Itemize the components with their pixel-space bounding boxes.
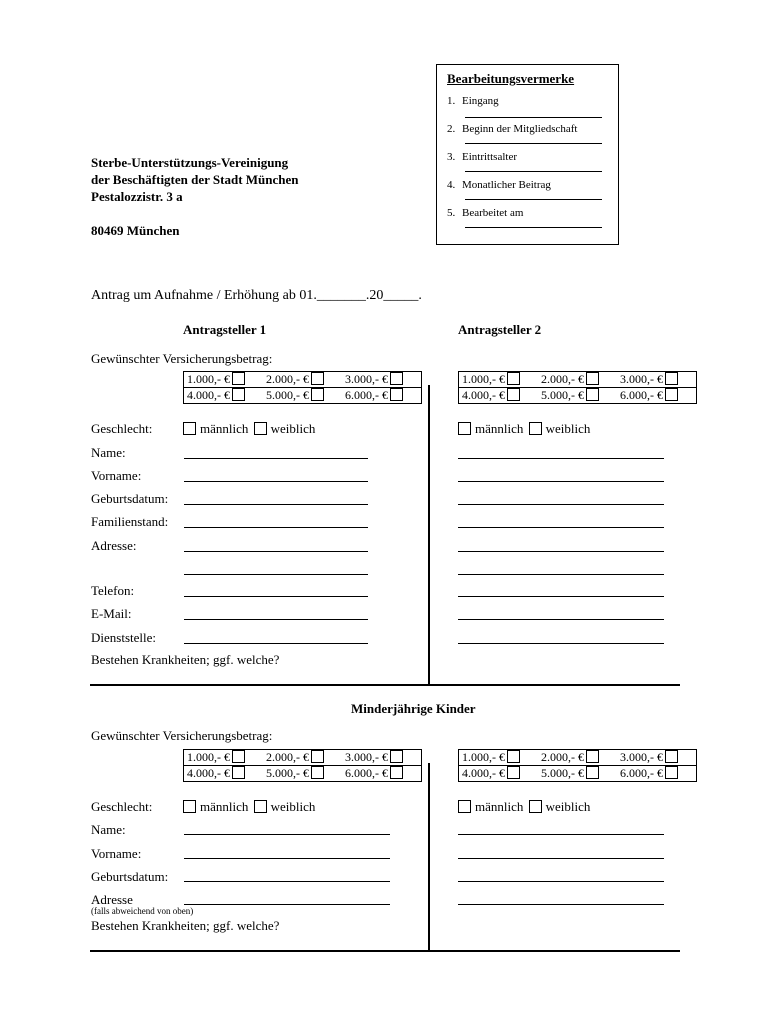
amount-checkbox[interactable] bbox=[507, 388, 520, 401]
amount-checkbox[interactable] bbox=[586, 750, 599, 763]
email-label: E-Mail: bbox=[91, 606, 132, 621]
male-label: männlich bbox=[200, 799, 249, 814]
amount-checkbox[interactable] bbox=[232, 388, 245, 401]
adresse2-field-2[interactable] bbox=[458, 574, 664, 575]
amount-checkbox[interactable] bbox=[232, 750, 245, 763]
male-label: männlich bbox=[475, 421, 524, 436]
telefon-field-2[interactable] bbox=[458, 596, 664, 597]
female-label: weiblich bbox=[270, 799, 316, 814]
amount-label: 4.000,- € bbox=[462, 388, 505, 402]
amount-checkbox[interactable] bbox=[507, 750, 520, 763]
adresse-field-2[interactable] bbox=[458, 551, 664, 552]
diseases-label: Bestehen Krankheiten; ggf. welche? bbox=[91, 652, 280, 667]
amount-checkbox[interactable] bbox=[390, 388, 403, 401]
adresse2-field-1[interactable] bbox=[184, 574, 368, 575]
child-vorname-field-2[interactable] bbox=[458, 858, 664, 859]
female-checkbox[interactable] bbox=[529, 422, 542, 435]
child-geburtsdatum-field-1[interactable] bbox=[184, 881, 390, 882]
amount-label: 1.000,- € bbox=[187, 372, 230, 386]
amount-checkbox[interactable] bbox=[665, 750, 678, 763]
notes-item-label: Bearbeitet am bbox=[462, 207, 524, 219]
amount-checkbox[interactable] bbox=[586, 388, 599, 401]
female-checkbox[interactable] bbox=[254, 422, 267, 435]
notes-item-line[interactable] bbox=[465, 227, 602, 228]
amount-table-applicant1 bbox=[183, 371, 422, 404]
minors-geburtsdatum-label: Geburtsdatum: bbox=[91, 869, 169, 884]
amount-checkbox[interactable] bbox=[232, 372, 245, 385]
sender-line3: Pestalozzistr. 3 a bbox=[91, 189, 183, 204]
amount-checkbox[interactable] bbox=[311, 388, 324, 401]
applicant1-title: Antragsteller 1 bbox=[183, 322, 267, 337]
notes-item bbox=[447, 207, 612, 235]
telefon-field-1[interactable] bbox=[184, 596, 368, 597]
notes-item bbox=[447, 151, 612, 179]
vorname-label: Vorname: bbox=[91, 468, 142, 483]
female-checkbox[interactable] bbox=[254, 800, 267, 813]
gender-options-applicant2 bbox=[458, 421, 592, 437]
minors-name-label: Name: bbox=[91, 822, 126, 837]
notes-item-num: 5. bbox=[447, 207, 456, 219]
amount-checkbox[interactable] bbox=[390, 766, 403, 779]
amount-table-applicant2 bbox=[458, 371, 697, 404]
familienstand-label: Familienstand: bbox=[91, 514, 169, 529]
amount-table-child2 bbox=[458, 749, 697, 782]
sender-city: 80469 München bbox=[91, 223, 180, 238]
child-adresse-field-2[interactable] bbox=[458, 904, 664, 905]
amount-label: 4.000,- € bbox=[187, 388, 230, 402]
minors-adresse-note: (falls abweichend von oben) bbox=[91, 906, 194, 916]
notes-item-line[interactable] bbox=[465, 199, 602, 200]
amount-checkbox[interactable] bbox=[390, 750, 403, 763]
familienstand-field-2[interactable] bbox=[458, 527, 664, 528]
processing-notes-box bbox=[436, 64, 619, 245]
gender-label: Geschlecht: bbox=[91, 421, 153, 436]
sender-address bbox=[91, 154, 299, 239]
email-field-1[interactable] bbox=[184, 619, 368, 620]
notes-item bbox=[447, 95, 612, 123]
applicant2-title: Antragsteller 2 bbox=[458, 322, 542, 337]
amount-label: 1.000,- € bbox=[462, 372, 505, 386]
notes-item-label: Eintrittsalter bbox=[462, 151, 517, 163]
male-label: männlich bbox=[475, 799, 524, 814]
amount-label: 5.000,- € bbox=[541, 766, 584, 780]
dienststelle-field-1[interactable] bbox=[184, 643, 368, 644]
minors-title: Minderjährige Kinder bbox=[351, 701, 476, 716]
familienstand-field-1[interactable] bbox=[184, 527, 368, 528]
application-line[interactable]: Antrag um Aufnahme / Erhöhung ab 01._______.20_____. bbox=[91, 288, 422, 303]
amount-checkbox[interactable] bbox=[665, 372, 678, 385]
child-adresse-field-1[interactable] bbox=[184, 904, 390, 905]
amount-checkbox[interactable] bbox=[507, 372, 520, 385]
notes-item-num: 1. bbox=[447, 95, 456, 107]
dienststelle-label: Dienststelle: bbox=[91, 630, 156, 645]
amount-checkbox[interactable] bbox=[311, 750, 324, 763]
amount-checkbox[interactable] bbox=[665, 388, 678, 401]
geburtsdatum-field-1[interactable] bbox=[184, 504, 368, 505]
dienststelle-field-2[interactable] bbox=[458, 643, 664, 644]
notes-item-label: Beginn der Mitgliedschaft bbox=[462, 123, 578, 135]
name-field-2[interactable] bbox=[458, 458, 664, 459]
email-field-2[interactable] bbox=[458, 619, 664, 620]
male-checkbox[interactable] bbox=[458, 800, 471, 813]
name-label: Name: bbox=[91, 445, 126, 460]
amount-label: 5.000,- € bbox=[266, 388, 309, 402]
amount-checkbox[interactable] bbox=[665, 766, 678, 779]
amount-label: 2.000,- € bbox=[541, 372, 584, 386]
amount-label: 2.000,- € bbox=[266, 372, 309, 386]
amount-checkbox[interactable] bbox=[586, 372, 599, 385]
notes-item bbox=[447, 123, 612, 151]
column-divider bbox=[428, 385, 430, 685]
geburtsdatum-field-2[interactable] bbox=[458, 504, 664, 505]
amount-label: 5.000,- € bbox=[541, 388, 584, 402]
amount-label: 4.000,- € bbox=[187, 766, 230, 780]
amount-label: 1.000,- € bbox=[187, 750, 230, 764]
amount-label: 3.000,- € bbox=[620, 750, 663, 764]
amount-label: 2.000,- € bbox=[541, 750, 584, 764]
amount-label: 2.000,- € bbox=[266, 750, 309, 764]
female-label: weiblich bbox=[270, 421, 316, 436]
amount-checkbox[interactable] bbox=[507, 766, 520, 779]
bottom-divider bbox=[90, 950, 680, 952]
amount-checkbox[interactable] bbox=[232, 766, 245, 779]
notes-item bbox=[447, 179, 612, 207]
column-divider-minors bbox=[428, 763, 430, 951]
adresse-label: Adresse: bbox=[91, 538, 137, 553]
female-label: weiblich bbox=[545, 421, 591, 436]
male-checkbox[interactable] bbox=[458, 422, 471, 435]
amount-checkbox[interactable] bbox=[586, 766, 599, 779]
female-checkbox[interactable] bbox=[529, 800, 542, 813]
gender-options-child1 bbox=[183, 799, 317, 815]
geburtsdatum-label: Geburtsdatum: bbox=[91, 491, 169, 506]
minors-diseases-label: Bestehen Krankheiten; ggf. welche? bbox=[91, 918, 280, 933]
female-label: weiblich bbox=[545, 799, 591, 814]
notes-box-items bbox=[447, 95, 612, 235]
notes-item-line[interactable] bbox=[465, 171, 602, 172]
child-vorname-field-1[interactable] bbox=[184, 858, 390, 859]
amount-label: 6.000,- € bbox=[620, 388, 663, 402]
child-name-field-2[interactable] bbox=[458, 834, 664, 835]
child-name-field-1[interactable] bbox=[184, 834, 390, 835]
amount-label: 3.000,- € bbox=[345, 750, 388, 764]
amount-checkbox[interactable] bbox=[390, 372, 403, 385]
notes-item-line[interactable] bbox=[465, 117, 602, 118]
amount-label: 3.000,- € bbox=[345, 372, 388, 386]
male-checkbox[interactable] bbox=[183, 422, 196, 435]
male-label: männlich bbox=[200, 421, 249, 436]
insurance-label: Gewünschter Versicherungsbetrag: bbox=[91, 351, 273, 366]
sender-line2: der Beschäftigten der Stadt München bbox=[91, 172, 299, 187]
amount-table-child1 bbox=[183, 749, 422, 782]
minors-adresse-label: Adresse bbox=[91, 892, 133, 907]
amount-label: 6.000,- € bbox=[345, 766, 388, 780]
amount-label: 5.000,- € bbox=[266, 766, 309, 780]
gender-options-applicant1 bbox=[183, 421, 317, 437]
vorname-field-2[interactable] bbox=[458, 481, 664, 482]
amount-label: 3.000,- € bbox=[620, 372, 663, 386]
male-checkbox[interactable] bbox=[183, 800, 196, 813]
gender-options-child2 bbox=[458, 799, 592, 815]
minors-insurance-label: Gewünschter Versicherungsbetrag: bbox=[91, 728, 273, 743]
notes-item-num: 3. bbox=[447, 151, 456, 163]
amount-checkbox[interactable] bbox=[311, 766, 324, 779]
telefon-label: Telefon: bbox=[91, 583, 135, 598]
amount-label: 4.000,- € bbox=[462, 766, 505, 780]
amount-checkbox[interactable] bbox=[311, 372, 324, 385]
vorname-field-1[interactable] bbox=[184, 481, 368, 482]
adresse-field-1[interactable] bbox=[184, 551, 368, 552]
amount-label: 6.000,- € bbox=[345, 388, 388, 402]
minors-vorname-label: Vorname: bbox=[91, 846, 142, 861]
notes-box-title: Bearbeitungsvermerke bbox=[447, 71, 575, 86]
amount-label: 6.000,- € bbox=[620, 766, 663, 780]
sender-line1: Sterbe-Unterstützungs-Vereinigung bbox=[91, 155, 289, 170]
minors-gender-label: Geschlecht: bbox=[91, 799, 153, 814]
section-divider bbox=[90, 684, 680, 686]
child-geburtsdatum-field-2[interactable] bbox=[458, 881, 664, 882]
amount-label: 1.000,- € bbox=[462, 750, 505, 764]
notes-item-label: Monatlicher Beitrag bbox=[462, 179, 551, 191]
notes-item-line[interactable] bbox=[465, 143, 602, 144]
name-field-1[interactable] bbox=[184, 458, 368, 459]
notes-item-num: 4. bbox=[447, 179, 456, 191]
notes-item-label: Eingang bbox=[462, 95, 499, 107]
notes-item-num: 2. bbox=[447, 123, 456, 135]
